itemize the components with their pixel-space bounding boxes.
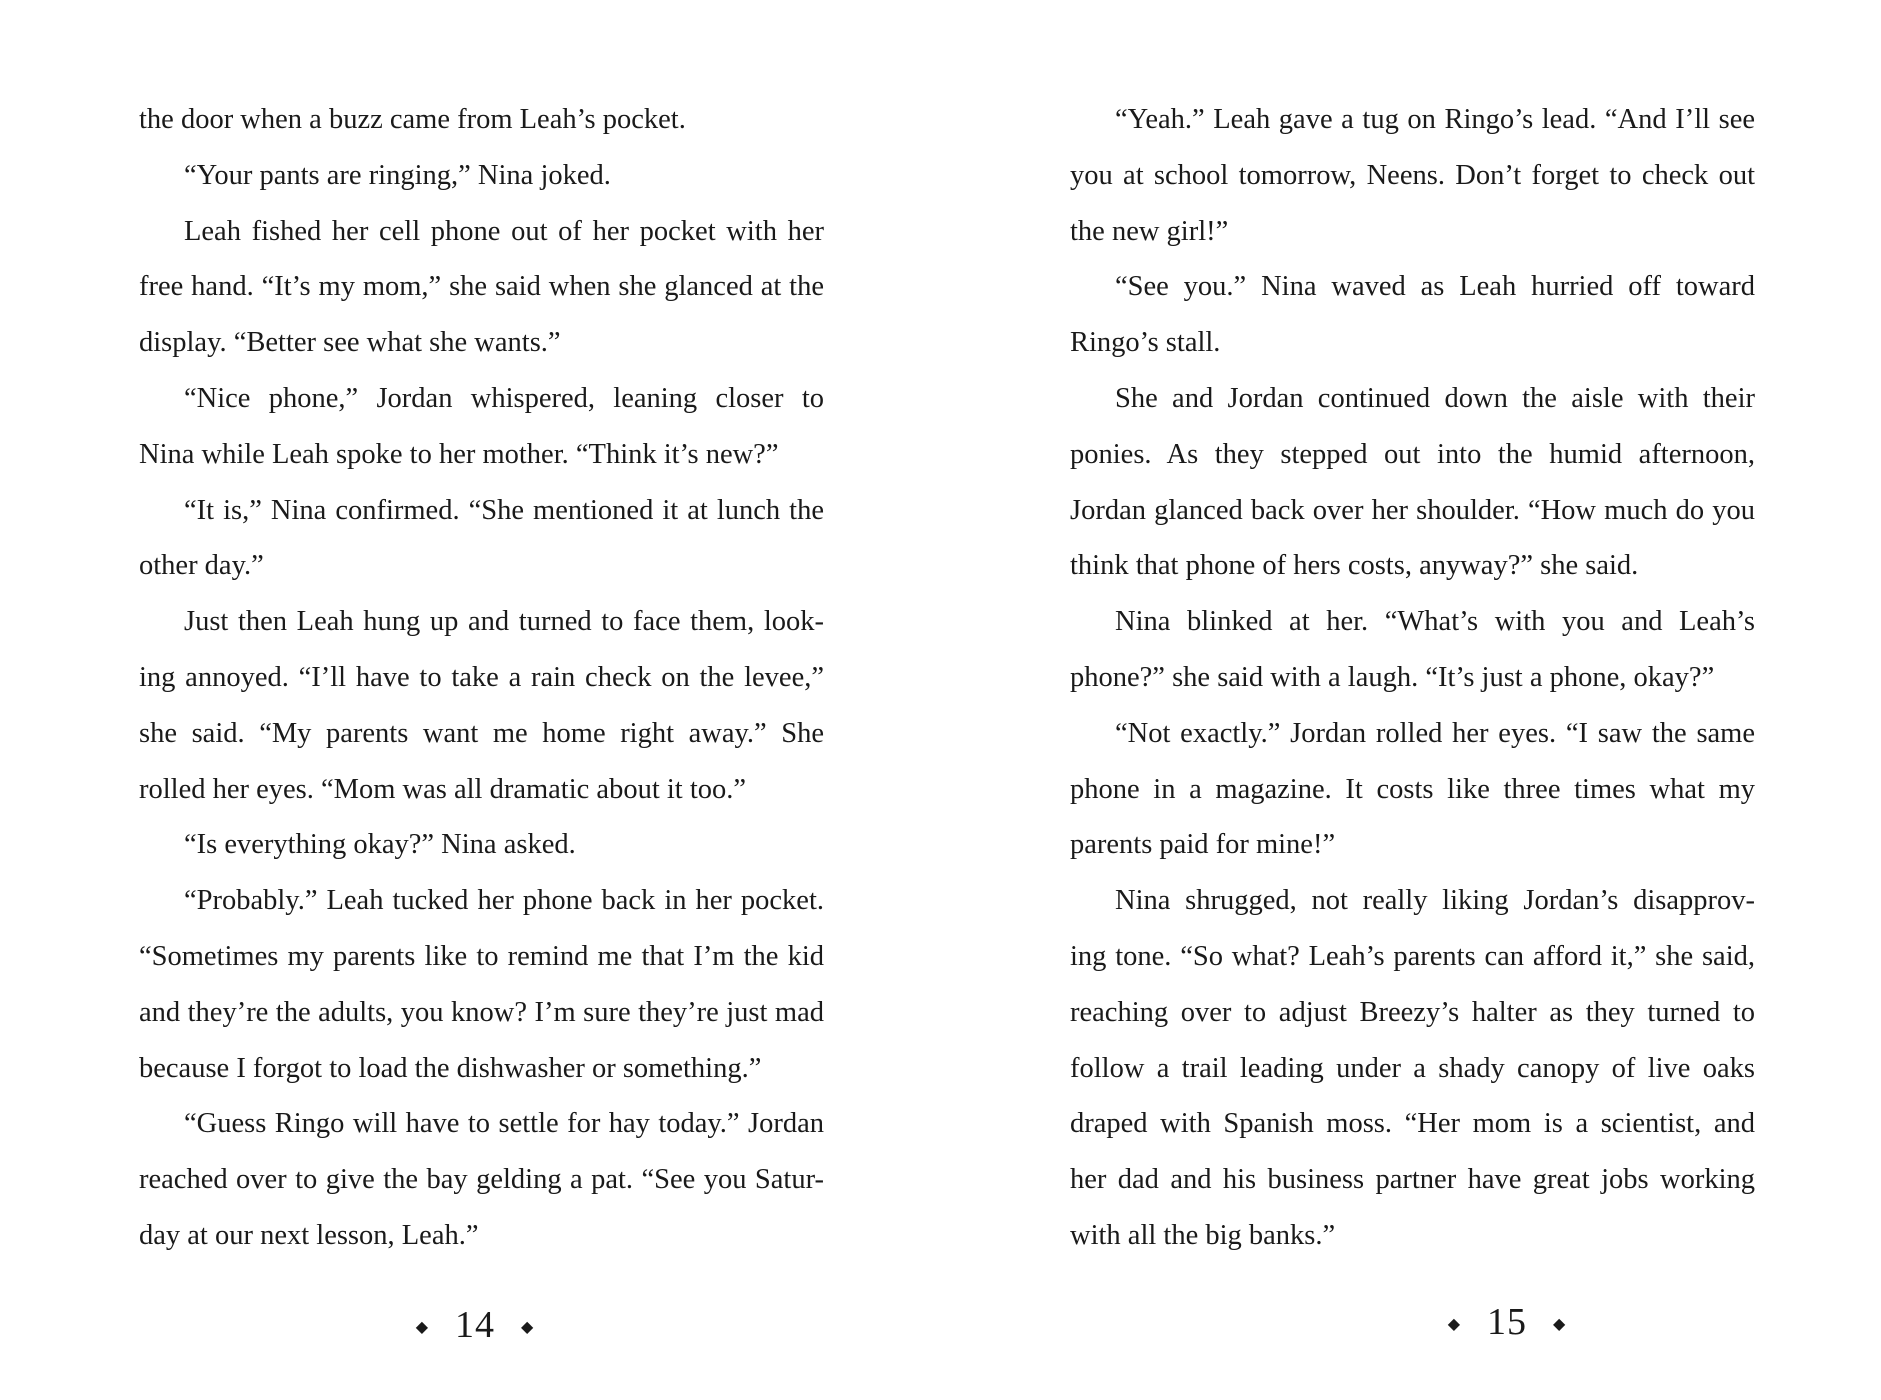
- text-line: and they’re the adults, you know? I’m sure they’re just mad: [139, 996, 824, 1028]
- left-page-folio: [375, 1295, 575, 1355]
- text-line: ponies. As they stepped out into the humid afternoon,: [1070, 438, 1755, 470]
- text-line: phone?” she said with a laugh. “It’s just a phone, okay?”: [1070, 661, 1715, 693]
- text-line: display. “Better see what she wants.”: [139, 327, 561, 359]
- text-line: rolled her eyes. “Mom was all dramatic about it too.”: [139, 773, 747, 805]
- text-line: parents paid for mine!”: [1070, 829, 1336, 861]
- diamond-ornament-icon: ◆: [521, 1319, 535, 1336]
- text-line: with all the big banks.”: [1070, 1219, 1336, 1251]
- right-page-folio: [1407, 1292, 1607, 1352]
- text-line: other day.”: [139, 550, 264, 582]
- text-line: the door when a buzz came from Leah’s pocket.: [139, 104, 686, 135]
- text-line: think that phone of hers costs, anyway?” she said.: [1070, 550, 1639, 582]
- text-line: “Yeah.” Leah gave a tug on Ringo’s lead. “And I’ll see: [1115, 104, 1755, 135]
- text-line: she said. “My parents want me home right away.” She: [139, 717, 824, 749]
- text-line: “Nice phone,” Jordan whispered, leaning closer to: [184, 382, 824, 414]
- diamond-ornament-icon: ◆: [1447, 1316, 1461, 1333]
- text-line: her dad and his business partner have great jobs working: [1070, 1164, 1755, 1196]
- text-line: because I forgot to load the dishwasher or something.”: [139, 1052, 762, 1084]
- text-line: Just then Leah hung up and turned to face them, look-: [184, 606, 824, 638]
- text-line: phone in a magazine. It costs like three times what my: [1070, 773, 1755, 805]
- text-line: Nina blinked at her. “What’s with you and Leah’s: [1115, 606, 1755, 638]
- text-line: “Probably.” Leah tucked her phone back in her pocket.: [184, 885, 824, 917]
- left-page: [0, 0, 940, 1400]
- text-line: Leah fished her cell phone out of her pocket with her: [184, 215, 824, 247]
- text-line: Ringo’s stall.: [1070, 327, 1221, 359]
- text-line: “Not exactly.” Jordan rolled her eyes. “I saw the same: [1115, 717, 1755, 749]
- diamond-ornament-icon: ◆: [415, 1319, 429, 1336]
- text-line: day at our next lesson, Leah.”: [139, 1219, 479, 1251]
- text-line: “Your pants are ringing,” Nina joked.: [184, 159, 611, 191]
- text-line: ing tone. “So what? Leah’s parents can afford it,” she said,: [1070, 940, 1755, 972]
- text-line: you at school tomorrow, Neens. Don’t forget to check out: [1070, 159, 1755, 191]
- text-line: She and Jordan continued down the aisle with their: [1115, 382, 1755, 414]
- text-line: Jordan glanced back over her shoulder. “How much do you: [1070, 494, 1755, 526]
- text-line: “It is,” Nina confirmed. “She mentioned it at lunch the: [184, 494, 824, 526]
- text-line: free hand. “It’s my mom,” she said when she glanced at the: [139, 271, 824, 303]
- text-line: reaching over to adjust Breezy’s halter as they turned to: [1070, 996, 1755, 1028]
- text-line: reached over to give the bay gelding a pat. “See you Satur-: [139, 1164, 824, 1196]
- right-page: [940, 0, 1881, 1400]
- text-line: “Guess Ringo will have to settle for hay today.” Jordan: [184, 1108, 824, 1140]
- left-page-text: [139, 92, 824, 1264]
- page-number: 14: [455, 1304, 495, 1346]
- page-number: 15: [1487, 1301, 1527, 1343]
- text-line: “Is everything okay?” Nina asked.: [184, 829, 576, 861]
- diamond-ornament-icon: ◆: [1553, 1316, 1567, 1333]
- text-line: ing annoyed. “I’ll have to take a rain check on the levee,”: [139, 661, 824, 693]
- text-line: Nina shrugged, not really liking Jordan’s disapprov-: [1115, 885, 1755, 917]
- text-line: follow a trail leading under a shady canopy of live oaks: [1070, 1052, 1755, 1084]
- text-line: “See you.” Nina waved as Leah hurried off toward: [1115, 271, 1755, 303]
- text-line: “Sometimes my parents like to remind me that I’m the kid: [139, 940, 824, 972]
- text-line: the new girl!”: [1070, 215, 1229, 247]
- text-line: draped with Spanish moss. “Her mom is a scientist, and: [1070, 1108, 1755, 1140]
- right-page-text: [1070, 92, 1755, 1264]
- text-line: Nina while Leah spoke to her mother. “Think it’s new?”: [139, 438, 779, 470]
